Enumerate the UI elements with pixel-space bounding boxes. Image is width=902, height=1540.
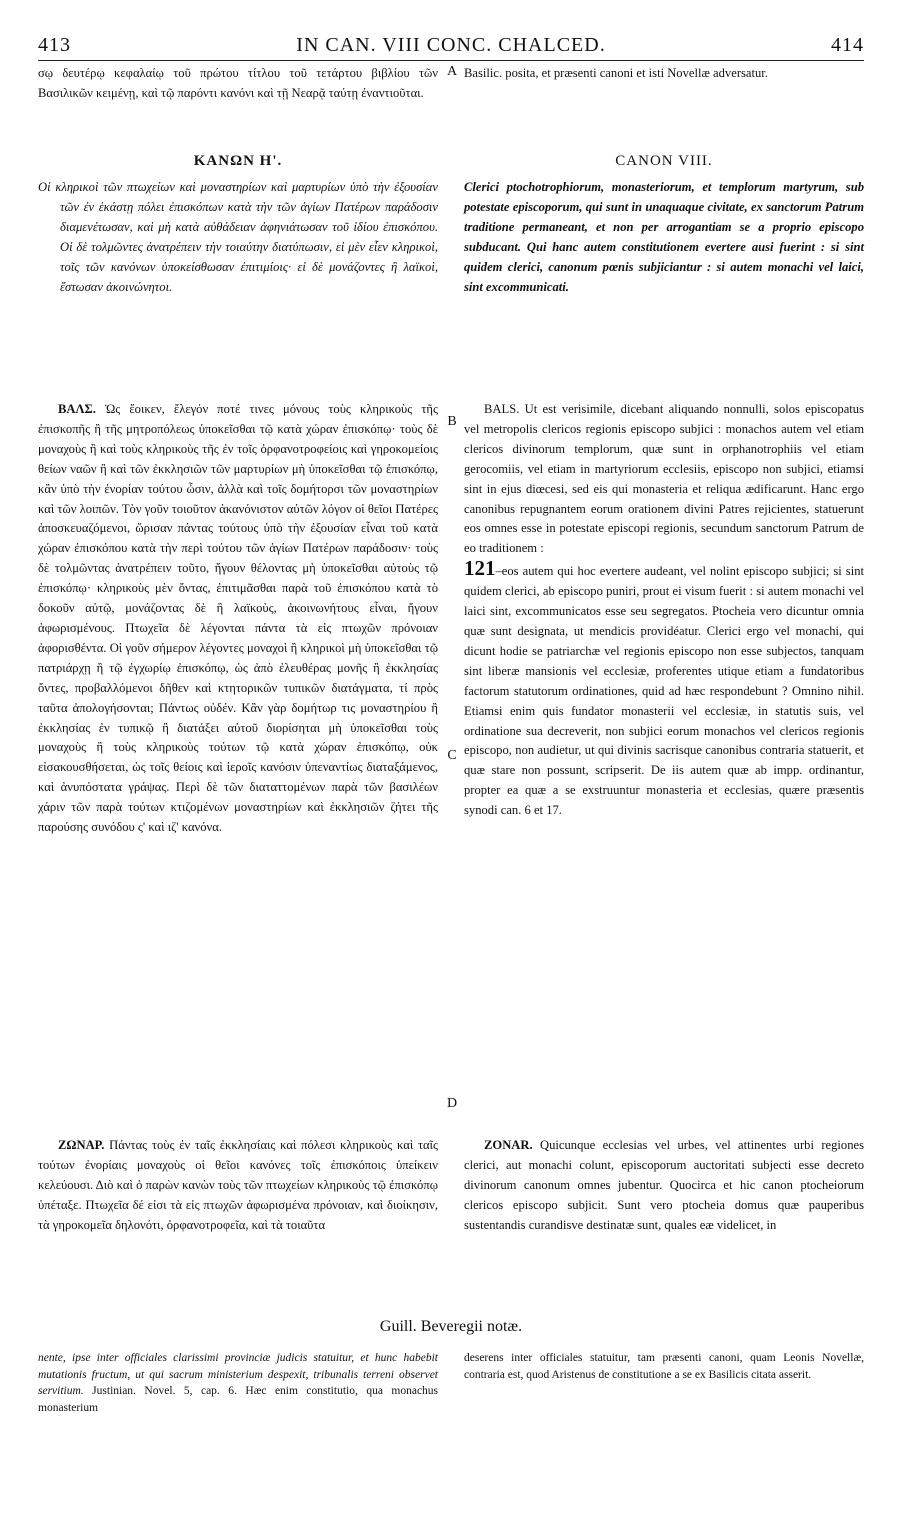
latin-bals-text-b: eos autem qui hoc evertere audeant, vel nolint episcopo subjici; si sint quidem clerici, ab episcopo puniri, prout ei visum fuerit : si autem monachi vel laici sint, excommunicatos esse seu segregatos. Ptocheia vero dicuntur omnia quæ sunt designata, ut mendicis providéatur. Clerici ergo vel monachi, qui dicunt hodie se patriarchæ vel regionis episcopo non esse subjectos, tanquam sint liberæ mansionis vel ecclesiæ, proferentes utique etiam a fundatoribus factorum statutorum ordinationes, quid ad hæc respondebunt ? Omnino nihil. Etiamsi enim quis fundator monasterii vel ecclesiæ, in statutis suis, vel ordinatione sua decreverit, non subjici eorum monachos vel clericos regionis episcopo, non audietur, ut qui divinis sacrisque canonibus contraria statuerit, et quæ stare non possunt, scripserit. De iis autem quæ ab impp. ordinantur, propter ea quæ a se exstruuntur monasteria et ecclesias, quære præsentis synodi can. 6 et 17.: [464, 564, 864, 818]
latin-balsamon-commentary: BALS. Ut est verisimile, dicebant aliquando nonnulli, solos episcopatus vel metropolis clericos regionis episcopo subjici : monachos autem vel etiam clericos divinorum templorum, quæ sunt in orphanotrophiis vel etiam gerocomiis, vel etiam in martyriorum ecclesiis, episcopo non subjici, etiamsi sint in ejus diœcesi, sed eis qui monasteria et reliqua ædificarunt. Hanc ergo canonibus repugnantem eorum orationem divini Patres rejicientes, statuerunt eos omnes esse in potestate episcopi regionis, secundum sanctorum Patrum de eo traditionem : 121–eos autem qui hoc evertere audeant, vel nolint episcopo subjici; si sint quidem clerici, ab episcopo puniri, prout ei visum fuerit : si autem monachi vel laici sint, excommunicatos esse seu segregatos. Ptocheia vero dicuntur omnia quæ sunt designata, ut mendicis providéatur. Clerici ergo vel monachi, qui dicunt hodie se patriarchæ vel regionis episcopo non esse subjectos, tanquam sint liberæ mansionis vel ecclesiæ, proferentes utique etiam a fundatoribus factorum statutorum ordinationes, quid ad hæc respondebunt ? Omnino nihil. Etiamsi enim quis fundator monasterii vel ecclesiæ, in statutis suis, vel ordinatione sua decreverit, non subjici eorum monachos vel clericos regionis episcopo, non audietur, ut qui divinis sacrisque canonibus contraria statuerit, et quæ stare non possunt, scripserit. De iis autem quæ ab impp. ordinantur, propter ea quæ a se exstruuntur monasteria et ecclesias, quære præsentis synodi can. 6 et 17.: [464, 402, 864, 818]
latin-canon-text: Clerici ptochotrophiorum, monasteriorum, et templorum martyrum, sub potestate episcoporum, qui sunt in unaquaque civitate, ex sanctorum Patrum traditione permaneant, et non per arrogantiam se a proprio episcopo subducant. Qui hanc autem constitutionem evertere ausi fuerint : si sint quidem clerici, canonum pœnis subjiciantur : si autem monachi vel laici, sint excommunicati.: [464, 180, 864, 294]
notes-right: deserens inter officiales statuitur, tam præsenti canoni, quam Leonis Novellæ, contraria est, quod Aristenus de constitutione a se ex Basilicis citata asserit.: [464, 1352, 864, 1381]
latin-zonar-label: ZONAR.: [484, 1138, 533, 1152]
greek-canon-title: ΚΑΝΩΝ Η'.: [193, 153, 283, 169]
greek-bals-label: ΒΑΛΣ.: [58, 402, 96, 416]
latin-intro: Basilic. posita, et præsenti canoni et isti Novellæ adversatur.: [464, 66, 768, 80]
greek-zonar-label: ΖΩΝΑΡ.: [58, 1138, 105, 1152]
page-number-right: 414: [831, 34, 864, 56]
notes-left-roman: Hæc enim constitutio, qua monachus monasterium: [38, 1385, 439, 1414]
latin-canon-title: CANON VIII.: [615, 153, 713, 169]
notes-title: Guill. Beveregii notæ.: [379, 1318, 523, 1335]
latin-zonaras-commentary: [464, 1136, 864, 1314]
latin-bals-text-a: Ut est verisimile, dicebant aliquando nonnulli, solos episcopatus vel metropolis clericos regionis episcopo subjici : monachos autem vel etiam clericos divinorum templorum, quæ sunt in orphanotrophiis vel etiam gerocomiis, vel etiam in martyriorum ecclesiis, episcopo non subjici, etiamsi sint in ejus diœcesi, sed eis qui monasteria et reliqua ædificarunt. Hanc ergo canonibus repugnantem eorum orationem divini Patres rejicientes, statuerunt eos omnes esse in potestate episcopi regionis, secundum sanctorum Patrum de eo traditionem :: [464, 402, 864, 556]
greek-bals-text: Ὡς ἔοικεν, ἔλεγόν ποτέ τινες μόνους τοὺς κληρικοὺς τῆς ἐπισκοπῆς ἢ τῆς μητροπόλεως ὑποκεῖσθαι τῷ κατὰ χώραν ἐπισκόπῳ· τοὺς δὲ μοναχοὺς ἢ καὶ τοὺς κληρικοὺς τῆς ἐν τοῖς ὀρφανοτροφείοις καὶ γηροκομείοις θείων ναῶν ἢ καὶ τῶν ἐκκλησιῶν τῶν μαρτυρίων μὴ ὑποκεῖσθαι τῷ ἐπισκόπῳ, κἂν ὑπὸ τὴν ἐνορίαν τούτου ὦσιν, ἀλλὰ καὶ τοῖς δομήτορσι τῶν μοναστηρίων καὶ τῶν λοιπῶν. Τὸν γοῦν τοιοῦτον ἀκανόνιστον αὐτῶν λόγον οἱ θεῖοι Πατέρες ἀποσκευαζόμενοι, ὥρισαν πάντας τούτους ὑπὸ τὴν ἐξουσίαν εἶναι τοῦ κατὰ χώραν ἐπισκόπου κατὰ τὴν περὶ τούτου τῶν ἁγίων Πατέρων παράδοσιν· τοὺς δὲ τολμῶντας ἀνατρέπειν τοῦτο, ἤγουν θέλοντας μὴ ὑποκεῖσθαι αὐτοὺς τῷ ἐπισκόπῳ· κληρικοὺς μὲν ὄντας, ἐπιτιμᾶσθαι παρὰ τοῦ ἐπισκόπου κατὰ τὸ δοκοῦν αὐτῷ, μονάζοντας δὲ ἢ λαϊκοὺς, ἀκοινωνήτους εἶναι, ἤγουν ἀφωρισμένους. Πτωχεῖα δὲ λέγονται πάντα τὰ εἰς πτωχῶν πρόνοιαν ἀφορισθέντα. Οἱ γοῦν σήμερον λέγοντες μοναχοὶ ἢ κληρικοὶ μὴ ὑποκεῖσθαι τῷ πατριάρχῃ ἢ τῷ ἐγχωρίῳ ἐπισκόπῳ, ὡς ἀπὸ ἐλευθέρας μονῆς ἢ ἐκκλησίας ὄντες, προβαλλόμενοι δῆθεν καὶ κτητορικῶν τυπικῶν διατάγματα, τί πρὸς ταῦτα ἀπολογήσονται; Πάντως οὐδέν. Κἂν γὰρ δομήτωρ τις μοναστηρίου ἢ ἐκκλησίας ἐν τυπικῷ ἢ διατάξει αὐτοῦ διορίσηται μὴ ὑποκεῖσθαι τοὺς μοναχοὺς ἢ τοὺς κληρικοὺς τούτων τῷ κατὰ χώραν ἐπισκόπῳ, οὐκ εἰσακουσθήσεται, ὡς τοῖς θείοις καὶ ἱεροῖς κανόσιν ὑπεναντίως διαταξάμενος, καὶ ἀνυπόστατα γράψας. Περὶ δὲ τῶν διαταττομένων παρὰ τῶν βασιλέων χάριν τῶν παρὰ τούτων κτιζομένων μοναστηρίων καὶ ἐκκλησιῶν ζήτει τῆς παρούσης συνόδου ς' καὶ ιζ' κανόνα.: [38, 402, 438, 835]
margin-letter-d: D: [446, 1096, 458, 1111]
greek-canon-text: Οἱ κληρικοὶ τῶν πτωχείων καὶ μοναστηρίων καὶ μαρτυρίων ὑπὸ τὴν ἐξουσίαν τῶν ἐν ἑκάστῃ πόλει ἐπισκόπων κατὰ τὴν τῶν ἁγίων Πατέρων παράδοσιν διαμενέτωσαν, καὶ μὴ κατὰ αὐθάδειαν ἀφηνιάτωσαν τοῦ ἰδίου ἐπισκόπου. Οἱ δὲ τολμῶντες ἀνατρέπειν τὴν τοιαύτην διατύπωσιν, εἰ μὲν εἶεν κληρικοὶ, τοῖς τῶν κανόνων ὑποκείσθωσαν ἐπιτιμίοις· εἰ δὲ μονάζοντες ἢ λαϊκοὶ, ἔστωσαν ἀκοινώνητοι.: [38, 180, 438, 294]
margin-letter-c: C: [447, 748, 457, 763]
greek-intro: σῳ δευτέρῳ κεφαλαίῳ τοῦ πρώτου τίτλου τοῦ τετάρτου βιβλίου τῶν Βασιλικῶν κειμένῃ, καὶ τῷ παρόντι κανόνι καὶ τῇ Νεαρᾷ ταύτῃ ἐναντιοῦται.: [38, 66, 438, 100]
greek-balsamon-commentary: [38, 400, 438, 1126]
running-header: [38, 34, 864, 61]
margin-letter-a: A: [446, 64, 458, 79]
notes-left-ref: Justinian. Novel. 5, cap. 6.: [92, 1385, 237, 1397]
notes-left-italic: nente, ipse inter officiales clarissimi provinciæ judicis statuitur, et hunc habebit mutationis fructum, ut qui sacrum ministerium despexit, tribunalis terreni observet servitium.: [38, 1352, 438, 1397]
column-number: 121: [464, 556, 496, 581]
page-number-left: 413: [38, 34, 71, 56]
notes-left: [38, 1350, 438, 1416]
running-title: IN CAN. VIII CONC. CHALCED.: [296, 34, 606, 56]
greek-zonar-text: Πάντας τοὺς ἐν ταῖς ἐκκλησίαις καὶ πόλεσι κληρικοὺς καὶ ταῖς τούτων ἐνορίαις μοναχοὺς οἱ θεῖοι κανόνες τοῖς ἐπισκόποις ὑπείκειν κελεύουσι. Διὸ καὶ ὁ παρὼν κανὼν τοὺς τῶν πτωχείων κληρικοὺς τῷ ἐπισκόπῳ ὑπέταξε. Πτωχεῖα δέ εἰσι τὰ εἰς πτωχῶν ἀφωρισμένα πρόνοιαν, καὶ διοίκησιν, τὰ γηροκομεῖα δηλονότι, ὀρφανοτροφεῖα, καὶ τὰ τοιαῦτα: [38, 1138, 438, 1232]
latin-zonar-text: Quicunque ecclesias vel urbes, vel attinentes urbi regiones clerici, aut monachi colunt, episcoporum auctoritati subjecti esse decreto divinorum canonum omnes jubentur. Quocirca et hic canon ptocheiorum clericos episcopo subjicit. Sunt vero ptocheia domus quæ pauperibus sustentandis curandisve destinatæ sunt, quales eæ videlicet, in: [464, 1138, 864, 1232]
latin-bals-label: BALS.: [484, 402, 520, 416]
greek-zonaras-commentary: [38, 1136, 438, 1314]
margin-letter-b: B: [447, 414, 457, 429]
